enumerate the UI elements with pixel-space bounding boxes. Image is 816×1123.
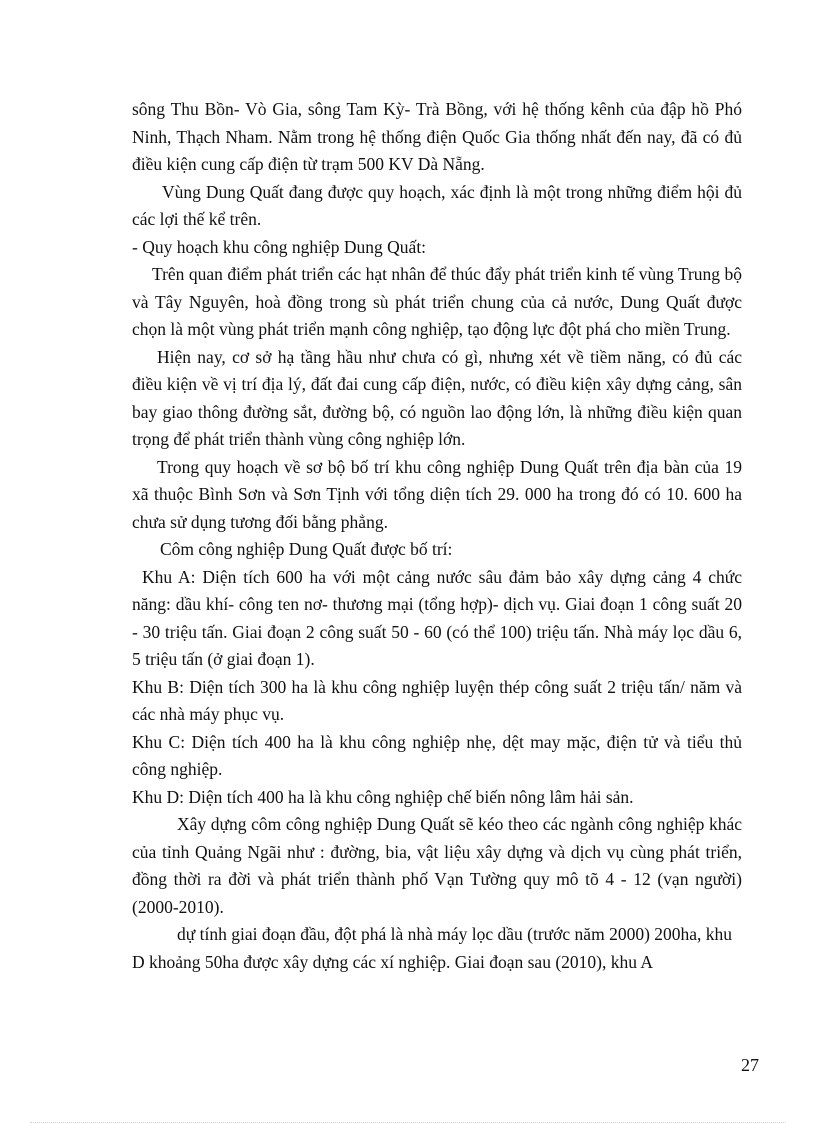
paragraph-current-infrastructure: Hiện nay, cơ sở hạ tầng hầu như chưa có gì, nhưng xét về tiềm năng, có đủ các điều kiện về vị trí địa lý, đất đai cung cấp điện, nước, có điều kiện xây dựng cảng, sân bay giao thông đường sắt, đường bộ, có nguồn lao động lớn, là những điều kiện quan trọng để phát triển thành vùng công nghiệp lớn. bbox=[132, 346, 742, 449]
paragraph-initial-phase: dự tính giai đoạn đầu, đột phá là nhà máy lọc dầu (trước năm 2000) 200ha, khu D khoảng 50ha được xây dựng các xí nghiệp. Giai đoạn sau (2010), khu A bbox=[132, 924, 733, 972]
paragraph-cluster-arrangement: Côm công nghiệp Dung Quất được bố trí: bbox=[160, 539, 453, 559]
paragraph-development-view: Trên quan điểm phát triển các hạt nhân để thúc đẩy phát triển kinh tế vùng Trung bộ và Tây Nguyên, hoà đồng trong sù phát triển chung của cả nước, Dung Quất được chọn là một vùng phát triển mạnh công nghiệp, tạo động lực đột phá cho miền Trung. bbox=[132, 264, 742, 339]
section-heading-planning: - Quy hoạch khu công nghiệp Dung Quất: bbox=[132, 236, 427, 257]
document-body bbox=[132, 96, 742, 976]
paragraph-dung-quat-advantages: Vùng Dung Quất đang được quy hoạch, xác định là một trong những điểm hội đủ các lợi thế kể trên. bbox=[132, 181, 742, 229]
paragraph-zone-d: Khu D: Diện tích 400 ha là khu công nghiệp chế biến nông lâm hải sản. bbox=[132, 786, 634, 807]
paragraph-zone-b: Khu B: Diện tích 300 ha là khu công nghiệp luyện thép công suất 2 triệu tấn/ năm và các nhà máy phục vụ. bbox=[132, 676, 742, 724]
paragraph-zone-c: Khu C: Diện tích 400 ha là khu công nghiệp nhẹ, dệt may mặc, điện tử và tiểu thủ công nghiệp. bbox=[132, 731, 742, 779]
paragraph-preliminary-layout: Trong quy hoạch về sơ bộ bố trí khu công nghiệp Dung Quất trên địa bàn của 19 xã thuộc Bình Sơn và Sơn Tịnh với tổng diện tích 29. 000 ha trong đó có 10. 600 ha chưa sử dụng tương đối bằng phẳng. bbox=[132, 456, 742, 532]
paragraph-zone-a: Khu A: Diện tích 600 ha với một cảng nước sâu đảm bảo xây dựng cảng 4 chức năng: dầu khí- công ten nơ- thương mại (tổng hợp)- dịch vụ. Giai đoạn 1 công suất 20 - 30 triệu tấn. Giai đoạn 2 công suất 50 - 60 (có thể 100) triệu tấn. Nhà máy lọc dầu 6, 5 triệu tấn (ở giai đoạn 1). bbox=[132, 566, 742, 669]
page-number: 27 bbox=[741, 1055, 759, 1075]
paragraph-water-power: sông Thu Bồn- Vò Gia, sông Tam Kỳ- Trà Bồng, với hệ thống kênh của đập hồ Phó Ninh, Thạch Nham. Nằm trong hệ thống điện Quốc Gia thống nhất đến nay, đã có đủ điều kiện cung cấp điện từ trạm 500 KV Dà Nẵng. bbox=[132, 99, 742, 174]
paragraph-related-industries: Xây dựng côm công nghiệp Dung Quất sẽ kéo theo các ngành công nghiệp khác của tỉnh Quảng Ngãi như : đường, bia, vật liệu xây dựng và dịch vụ cùng phát triển, đồng thời ra đời và phát triển thành phố Vạn Tường quy mô tõ 4 - 12 (vạn người)(2000-2010). bbox=[132, 814, 742, 917]
